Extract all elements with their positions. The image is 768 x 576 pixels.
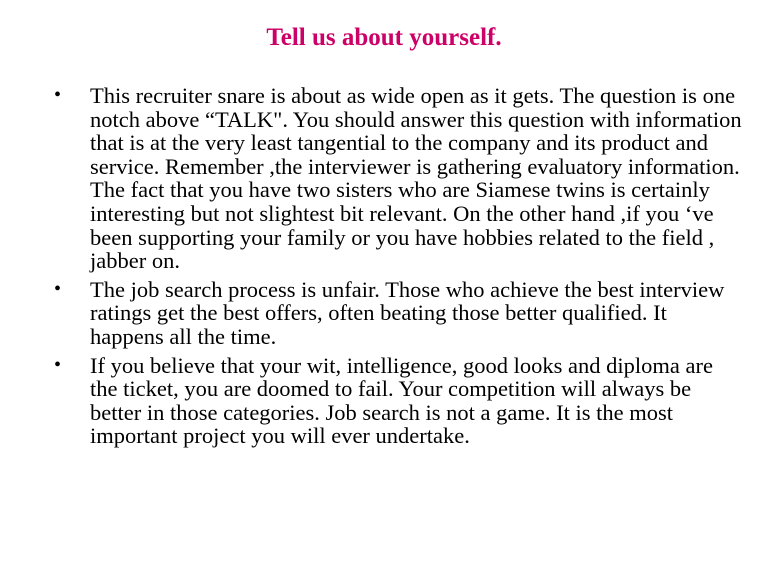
bullet-icon: • — [54, 353, 62, 376]
bullet-icon: • — [54, 84, 62, 106]
slide-title: Tell us about yourself. — [266, 24, 502, 51]
bullet-text: This recruiter snare is about as wide open as it gets. The question is one notch above “TALK". You should answer this question with information that is at the very least tangential to the company and its product and service. Remember ,the interviewer is gathering evaluatory information. The fact that you have two sisters who are Siamese twins is certainly interesting but not slightest bit relevant. On the other hand ,if you ‘ve been supporting your family or you have hobbies related to the field , jabber on. — [90, 83, 742, 274]
bullet-text: If you believe that your wit, intelligence, good looks and diploma are the ticket, you are doomed to fail. Your competition will always be better in those categories. Job search is not a game. It is the most important project you will ever undertake. — [90, 352, 713, 449]
bullet-item — [54, 278, 744, 349]
bullet-list — [54, 84, 744, 453]
bullet-text: The job search process is unfair. Those who achieve the best interview ratings get the best offers, often beating those better qualified. It happens all the time. — [90, 276, 725, 349]
bullet-icon: • — [54, 277, 62, 300]
bullet-item — [54, 84, 744, 273]
bullet-item — [54, 354, 744, 448]
